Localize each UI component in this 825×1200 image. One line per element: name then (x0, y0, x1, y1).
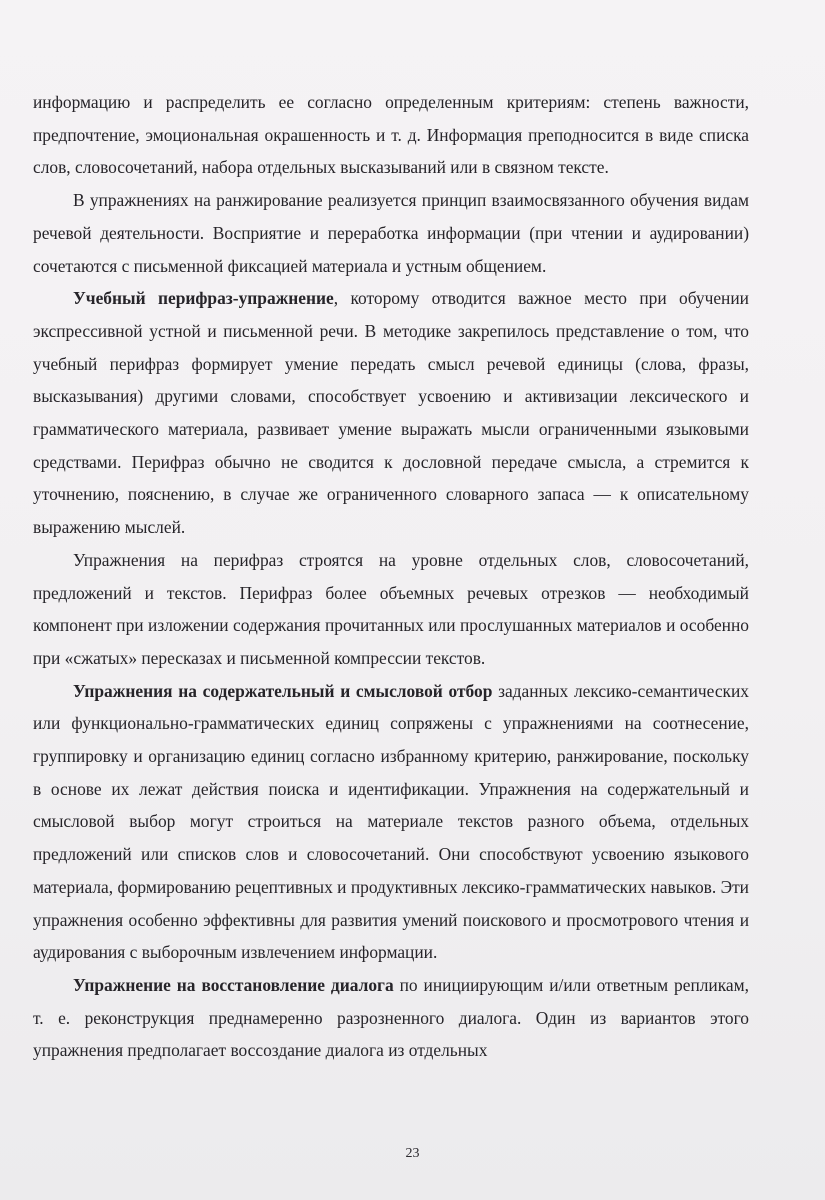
paragraph-text: , которому отводится важное место при обучении экспрессивной устной и письменной речи. В методике закрепилось представление о том, что учебный перифраз формирует умение передать смысл речевой единицы (слова, фразы, высказывания) другими словами, способствует усвоению и активизации лексического и грамматического материала, развивает умение выражать мысли ограниченными языковыми средствами. Перифраз обычно не сводится к дословной передаче смысла, а стремится к уточнению, пояснению, в случае же ограниченного словарного запаса — к описательному выражению мыслей. (33, 288, 749, 538)
paragraph-text: Упражнения на перифраз строятся на уровне отдельных слов, словосочетаний, предложений и текстов. Перифраз более объемных речевых отрезков — необходимый компонент при изложении содержания прочитанных или прослушанных материалов и особенно при «сжатых» пересказах и письменной компрессии текстов. (33, 549, 749, 668)
paragraph-heading: Учебный перифраз-упражнение (73, 288, 334, 309)
paragraph-ranking-principle (33, 184, 749, 282)
paragraph-selection (33, 675, 749, 969)
paragraph-heading: Упражнение на восстановление диалога (73, 974, 394, 995)
paragraph-heading: Упражнения на содержательный и смысловой отбор (73, 680, 493, 701)
paragraph-periphrasis (33, 282, 749, 544)
paragraph-text: по инициирующим и/или ответным репликам, т. е. реконструкция преднамеренно разрозненного диалога. Один из вариантов этого упражнения предполагает воссоздание диалога из отдельных (33, 974, 749, 1061)
body-text (33, 86, 749, 1067)
paragraph-periphrasis-levels (33, 544, 749, 675)
paragraph-text: заданных лексико-семантических или функционально-грамматических единиц сопряжены с упражнениями на соотнесение, группировку и организацию единиц согласно избранному критерию, ранжирование, поскольку в основе их лежат действия поиска и идентификации. Упражнения на содержательный и смысловой выбор могут строиться на материале текстов разного объема, отдельных предложений или списков слов и словосочетаний. Они способствуют усвоению языкового материала, формированию рецептивных и продуктивных лексико-грамматических навыков. Эти упражнения особенно эффективны для развития умений поискового и просмотрового чтения и аудирования с выборочным извлечением информации. (33, 680, 749, 963)
paragraph-ranking-continued (33, 86, 749, 184)
paragraph-dialogue-restoration (33, 969, 749, 1067)
paragraph-text: В упражнениях на ранжирование реализуется принцип взаимосвязанного обучения видам речевой деятельности. Восприятие и переработка информации (при чтении и аудировании) сочетаются с письменной фиксацией материала и устным общением. (33, 190, 749, 276)
paragraph-text: информацию и распределить ее согласно определенным критериям: степень важности, предпочтение, эмоциональная окрашенность и т. д. Информация преподносится в виде списка слов, словосочетаний, набора отдельных высказываний или в связном тексте. (33, 92, 749, 178)
page-number: 23 (405, 1146, 420, 1161)
